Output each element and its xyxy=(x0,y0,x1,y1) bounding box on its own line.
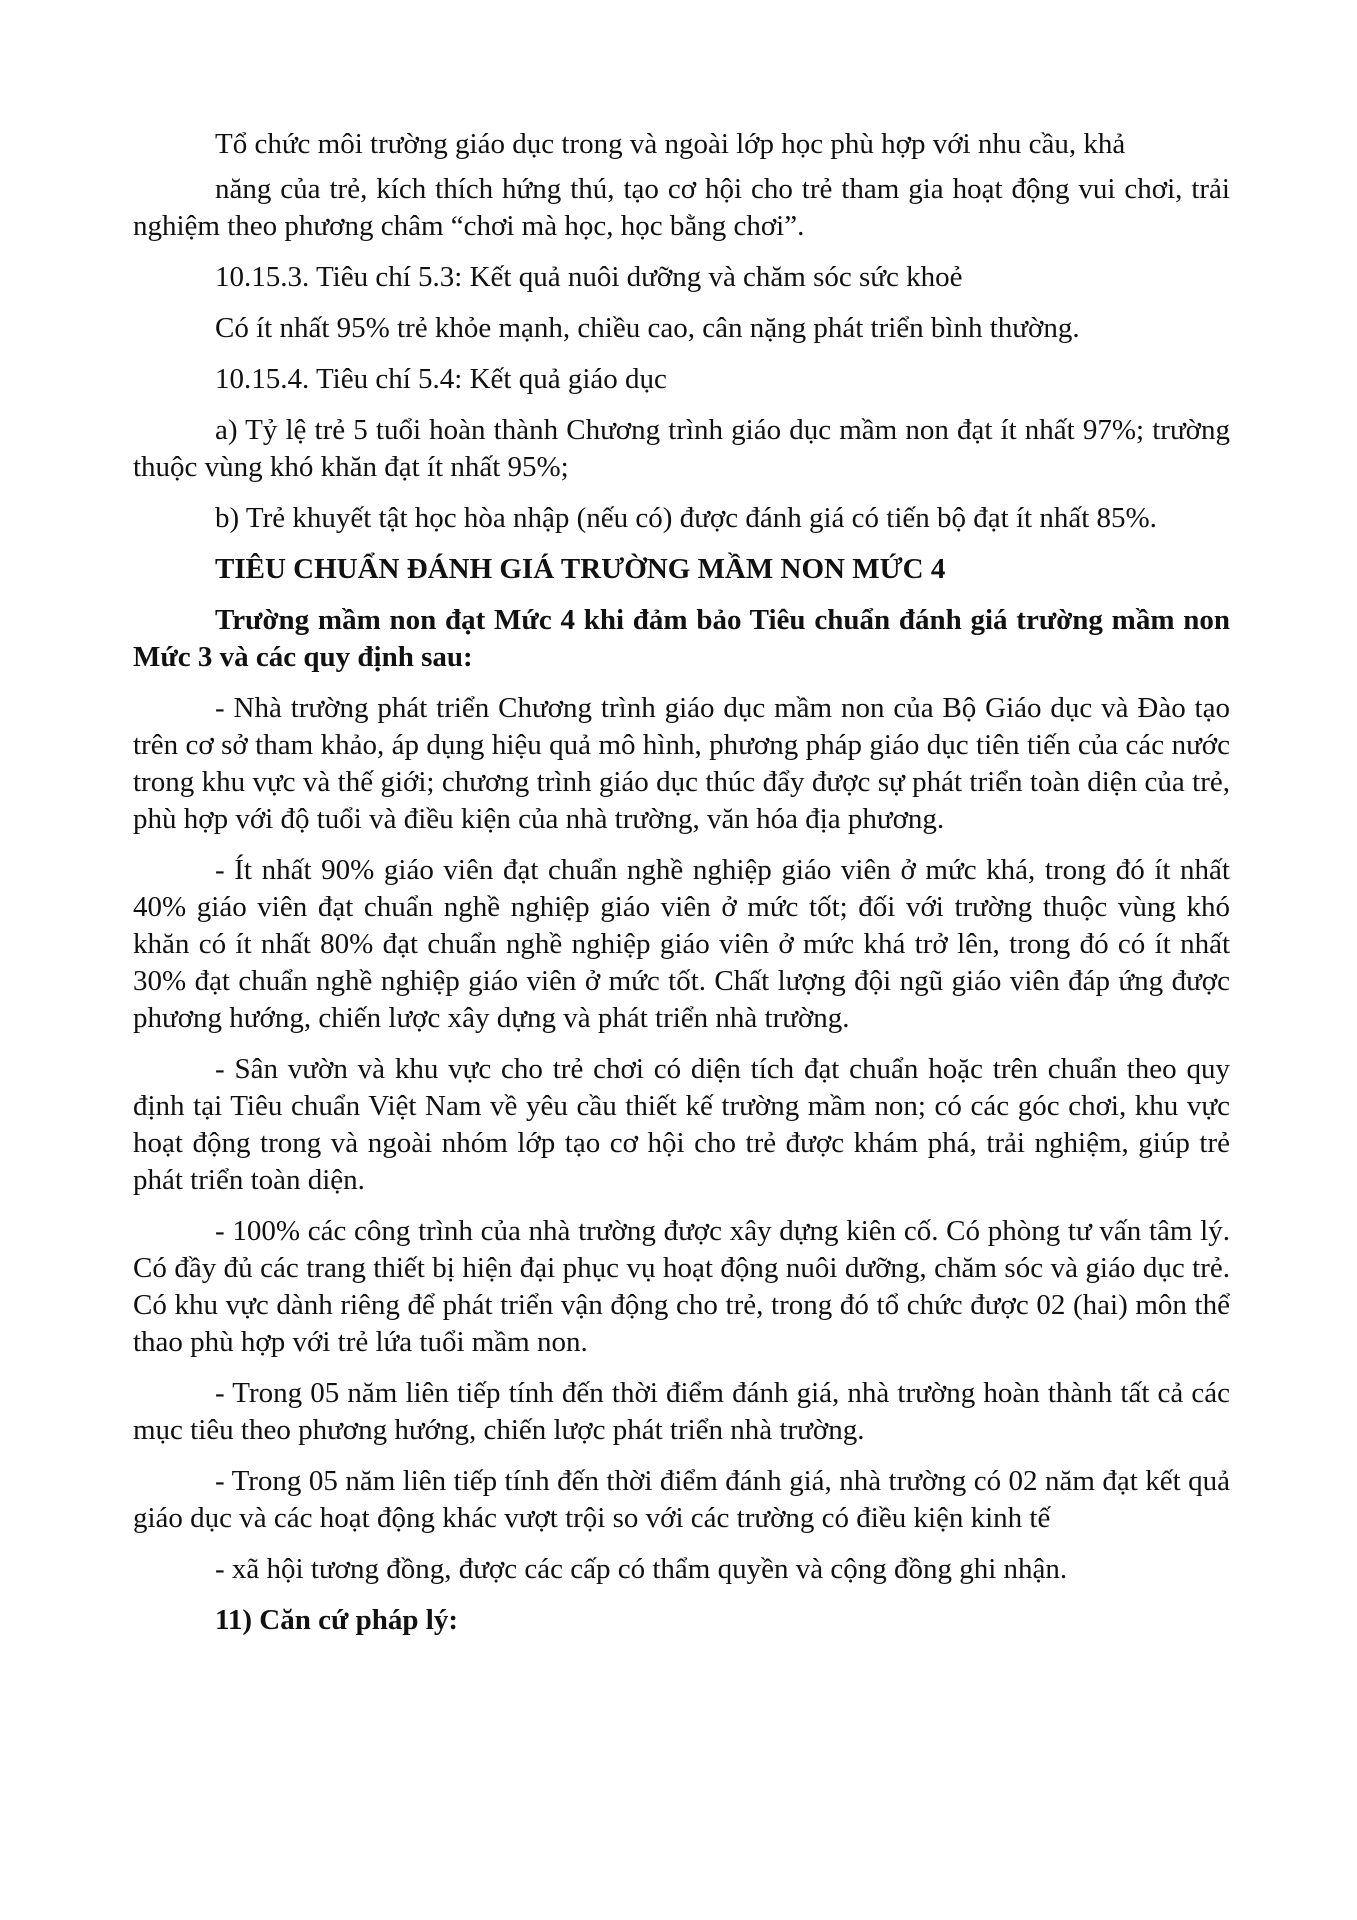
level-4-intro: Trường mầm non đạt Mức 4 khi đảm bảo Tiêu chuẩn đánh giá trường mầm non Mức 3 và các quy định sau: xyxy=(133,604,1230,673)
bullet-goals: - Trong 05 năm liên tiếp tính đến thời điểm đánh giá, nhà trường hoàn thành tất cả các mục tiêu theo phương hướng, chiến lược phát triển nhà trường. xyxy=(133,1377,1230,1446)
item-a: a) Tỷ lệ trẻ 5 tuổi hoàn thành Chương trình giáo dục mầm non đạt ít nhất 97%; trường thuộc vùng khó khăn đạt ít nhất 95%; xyxy=(133,414,1230,483)
paragraph-2: năng của trẻ, kích thích hứng thú, tạo cơ hội cho trẻ tham gia hoạt động vui chơi, trải nghiệm theo phương châm “chơi mà học, học bằng chơi”. xyxy=(133,173,1230,242)
bullet-teachers: - Ít nhất 90% giáo viên đạt chuẩn nghề nghiệp giáo viên ở mức khá, trong đó ít nhất 40% giáo viên đạt chuẩn nghề nghiệp giáo viên ở mức tốt; đối với trường thuộc vùng khó khăn có ít nhất 80% đạt chuẩn nghề nghiệp giáo viên ở mức khá trở lên, trong đó có ít nhất 30% đạt chuẩn nghề nghiệp giáo viên ở mức tốt. Chất lượng đội ngũ giáo viên đáp ứng được phương hướng, chiến lược xây dựng và phát triển nhà trường. xyxy=(133,854,1230,1034)
section-heading-legal-basis: 11) Căn cứ pháp lý: xyxy=(215,1604,459,1636)
bullet-facilities: - 100% các công trình của nhà trường được xây dựng kiên cố. Có phòng tư vấn tâm lý. Có đầy đủ các trang thiết bị hiện đại phục vụ hoạt động nuôi dưỡng, chăm sóc và giáo dục trẻ. Có khu vực dành riêng để phát triển vận động cho trẻ, trong đó tổ chức được 02 (hai) môn thể thao phù hợp với trẻ lứa tuổi mầm non. xyxy=(133,1215,1230,1358)
paragraph-3: Có ít nhất 95% trẻ khỏe mạnh, chiều cao, cân nặng phát triển bình thường. xyxy=(215,312,1080,344)
bullet-results-continued: - xã hội tương đồng, được các cấp có thẩm quyền và cộng đồng ghi nhận. xyxy=(215,1553,1068,1585)
section-heading-level-4: TIÊU CHUẨN ĐÁNH GIÁ TRƯỜNG MẦM NON MỨC 4 xyxy=(215,553,946,585)
item-b: b) Trẻ khuyết tật học hòa nhập (nếu có) được đánh giá có tiến bộ đạt ít nhất 85%. xyxy=(215,502,1157,534)
bullet-curriculum: - Nhà trường phát triển Chương trình giáo dục mầm non của Bộ Giáo dục và Đào tạo trên cơ sở tham khảo, áp dụng hiệu quả mô hình, phương pháp giáo dục tiên tiến của các nước trong khu vực và thế giới; chương trình giáo dục thúc đẩy được sự phát triển toàn diện của trẻ, phù hợp với độ tuổi và điều kiện của nhà trường, văn hóa địa phương. xyxy=(133,692,1230,835)
paragraph-1: Tổ chức môi trường giáo dục trong và ngoài lớp học phù hợp với nhu cầu, khả xyxy=(215,128,1126,160)
document-body xyxy=(133,126,1230,1653)
bullet-playground: - Sân vườn và khu vực cho trẻ chơi có diện tích đạt chuẩn hoặc trên chuẩn theo quy định tại Tiêu chuẩn Việt Nam về yêu cầu thiết kế trường mầm non; có các góc chơi, khu vực hoạt động trong và ngoài nhóm lớp tạo cơ hội cho trẻ được khám phá, trải nghiệm, giúp trẻ phát triển toàn diện. xyxy=(133,1053,1230,1196)
bullet-results: - Trong 05 năm liên tiếp tính đến thời điểm đánh giá, nhà trường có 02 năm đạt kết quả giáo dục và các hoạt động khác vượt trội so với các trường có điều kiện kinh tế xyxy=(133,1465,1230,1534)
criterion-heading-5-4: 10.15.4. Tiêu chí 5.4: Kết quả giáo dục xyxy=(215,363,667,395)
criterion-heading-5-3: 10.15.3. Tiêu chí 5.3: Kết quả nuôi dưỡng và chăm sóc sức khoẻ xyxy=(215,261,963,293)
